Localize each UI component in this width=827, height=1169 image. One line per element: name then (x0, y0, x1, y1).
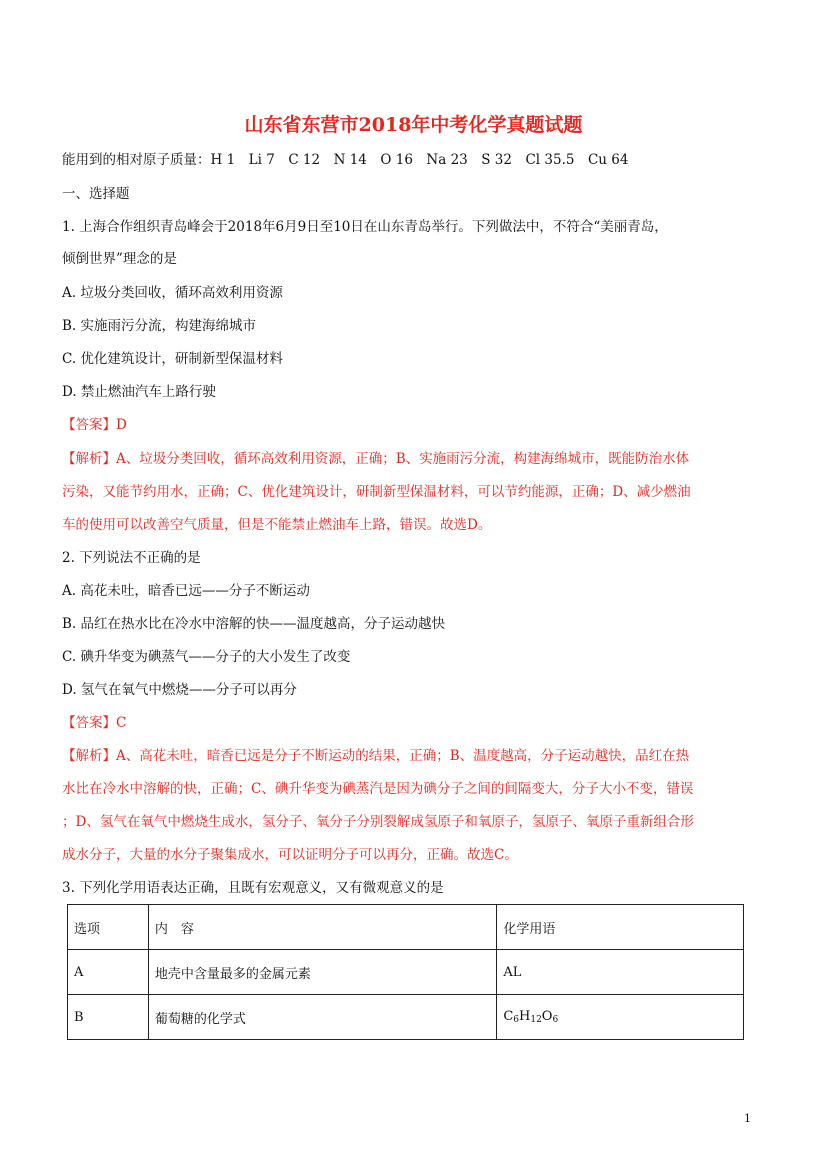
q2-option-c: C. 碘升华变为碘蒸气——分子的大小发生了改变 (62, 649, 351, 665)
q2-analysis-line1: 【解析】A、高花未吐，暗香已远是分子不断运动的结果，正确；B、温度越高，分子运动越快，品红在热 (62, 748, 690, 764)
q2-option-b: B. 品红在热水比在冷水中溶解的快——温度越高，分子运动越快 (62, 616, 446, 632)
q2-option-a: A. 高花未吐，暗香已远——分子不断运动 (62, 583, 310, 599)
table-cell-formula: AL (497, 950, 744, 995)
table-header-option: 选项 (68, 905, 149, 950)
table-header-content: 内 容 (148, 905, 496, 950)
q2-stem: 2. 下列说法不正确的是 (62, 550, 201, 566)
q2-analysis-line3: ；D、氢气在氧气中燃烧生成水，氢分子、氧分子分别裂解成氢原子和氧原子，氢原子、氧原子重新组合形 (62, 814, 694, 830)
q1-option-a: A. 垃圾分类回收，循环高效利用资源 (62, 285, 283, 301)
table-cell-content: 葡萄糖的化学式 (148, 995, 496, 1040)
q1-analysis-line1: 【解析】A、垃圾分类回收，循环高效利用资源，正确；B、实施雨污分流，构建海绵城市，既能防治水体 (62, 451, 690, 467)
q3-stem: 3. 下列化学用语表达正确，且既有宏观意义，又有微观意义的是 (62, 880, 444, 896)
q1-answer: 【答案】D (62, 417, 127, 433)
q2-analysis-line4: 成水分子，大量的水分子聚集成水，可以证明分子可以再分，正确。故选C。 (62, 847, 518, 863)
q1-option-d: D. 禁止燃油汽车上路行驶 (62, 384, 216, 400)
table-row (68, 995, 744, 1040)
table-row (68, 950, 744, 995)
formula-element: H (519, 1009, 531, 1024)
q1-stem-line2: 倾倒世界”理念的是 (62, 251, 177, 267)
table-header-formula: 化学用语 (497, 905, 744, 950)
formula-element: C (503, 1009, 514, 1024)
table-cell-option: A (68, 950, 149, 995)
q1-analysis-line3: 车的使用可以改善空气质量，但是不能禁止燃油车上路，错误。故选D。 (62, 517, 492, 533)
q2-analysis-line2: 水比在冷水中溶解的快，正确；C、碘升华变为碘蒸汽是因为碘分子之间的间隔变大，分子大小不变，错误 (62, 781, 694, 797)
atomic-mass-line: 能用到的相对原子质量：H 1 Li 7 C 12 N 14 O 16 Na 23 S 32 Cl 35.5 Cu 64 (62, 152, 629, 168)
formula-subscript: 6 (513, 1015, 519, 1025)
q1-analysis-line2: 污染，又能节约用水，正确；C、优化建筑设计，研制新型保温材料，可以节约能源，正确；D、减少燃油 (62, 484, 691, 500)
section-heading: 一、选择题 (62, 186, 130, 202)
formula-element: O (541, 1009, 553, 1024)
q1-stem-line1: 1. 上海合作组织青岛峰会于2018年6月9日至10日在山东青岛举行。下列做法中，不符合“美丽青岛， (62, 219, 668, 235)
page-title: 山东省东营市2018年中考化学真题试题 (244, 114, 583, 136)
table-cell-formula (497, 995, 744, 1040)
q3-table (67, 904, 744, 1040)
page-number: 1 (744, 1112, 751, 1125)
q1-option-b: B. 实施雨污分流，构建海绵城市 (62, 318, 257, 334)
formula-subscript: 12 (530, 1015, 542, 1025)
table-cell-content: 地壳中含量最多的金属元素 (148, 950, 496, 995)
table-cell-option: B (68, 995, 149, 1040)
q1-option-c: C. 优化建筑设计，研制新型保温材料 (62, 351, 283, 367)
table-header-row (68, 905, 744, 950)
q2-option-d: D. 氢气在氧气中燃烧——分子可以再分 (62, 682, 297, 698)
q2-answer: 【答案】C (62, 715, 127, 731)
formula-subscript: 6 (552, 1015, 559, 1025)
